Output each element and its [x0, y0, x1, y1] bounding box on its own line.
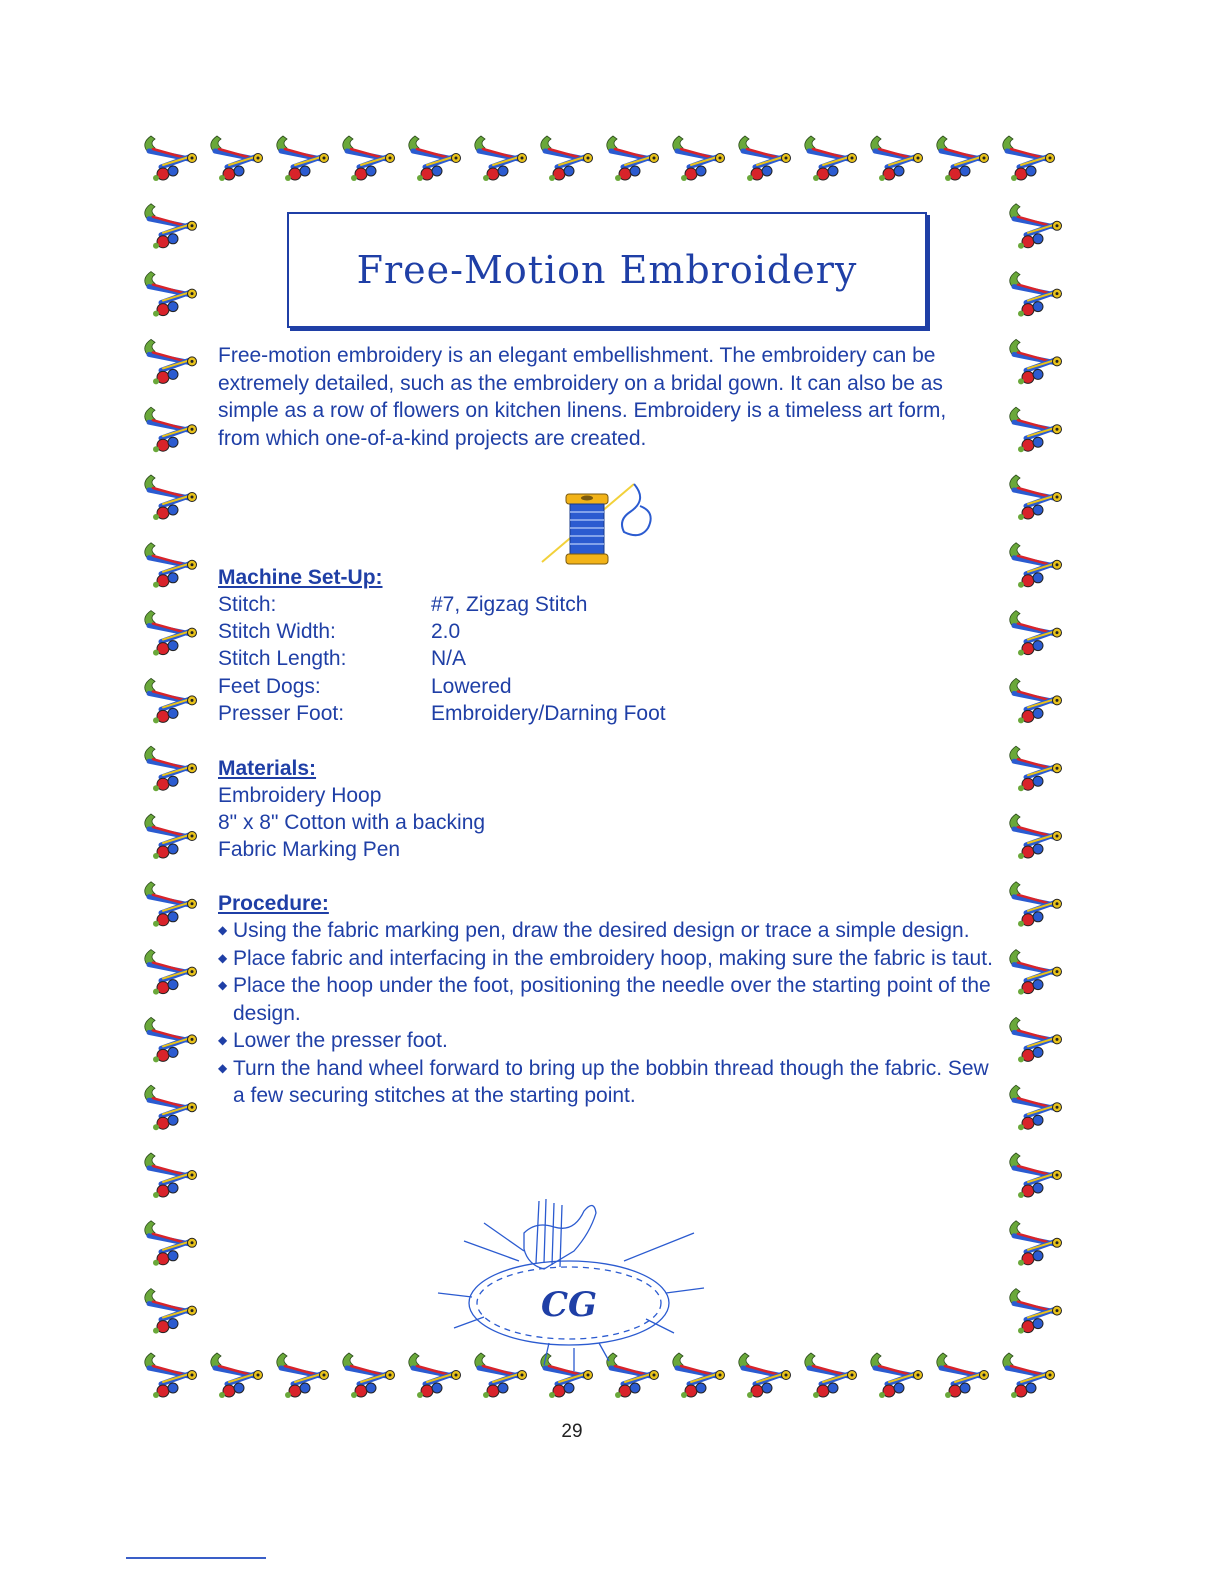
scissors-icon [343, 136, 395, 181]
scissors-icon [1010, 1085, 1062, 1130]
scissors-icon [871, 136, 923, 181]
scissors-icon [145, 1289, 197, 1334]
setup-row [218, 618, 666, 645]
scissors-icon [1003, 1353, 1055, 1398]
scissors-icon [607, 136, 659, 181]
procedure-step [218, 1055, 993, 1110]
scissors-icon [145, 1221, 197, 1266]
scissors-icon [145, 814, 197, 859]
scissors-icon [475, 136, 527, 181]
scissors-icon [871, 1353, 923, 1398]
scissors-icon [145, 611, 197, 656]
scissors-icon [145, 882, 197, 927]
machine-setup-table [218, 591, 666, 727]
diamond-bullet-icon: ◆ [218, 950, 228, 965]
scissors-icon [211, 136, 263, 181]
procedure-step [218, 1027, 993, 1055]
scissors-icon [1010, 475, 1062, 520]
setup-row [218, 700, 666, 727]
scissors-icon [1010, 678, 1062, 723]
scissors-icon [805, 136, 857, 181]
procedure-step [218, 917, 993, 945]
scissors-icon [1010, 1153, 1062, 1198]
scissors-icon [937, 1353, 989, 1398]
scissors-icon [673, 136, 725, 181]
procedure-step [218, 945, 993, 973]
title-box [287, 212, 927, 328]
setup-label: Stitch Width: [218, 620, 336, 644]
list-item: 8" x 8" Cotton with a backing [218, 811, 486, 835]
materials-heading: Materials: [218, 757, 317, 780]
scissors-icon [145, 746, 197, 791]
scissors-icon [145, 1353, 197, 1398]
setup-row [218, 673, 666, 700]
scissors-icon [277, 1353, 329, 1398]
scissors-icon [145, 204, 197, 249]
step-text: Lower the presser foot. [233, 1029, 448, 1052]
scissors-icon [739, 1353, 791, 1398]
scissors-icon [1010, 611, 1062, 656]
scissors-icon [409, 136, 461, 181]
scissors-icon [1010, 407, 1062, 452]
scissors-icon [145, 1017, 197, 1062]
scissors-icon [1010, 1289, 1062, 1334]
step-text: Turn the hand wheel forward to bring up the bobbin thread though the fabric. Sew a few securing stitches at the starting point. [233, 1056, 989, 1107]
diamond-bullet-icon: ◆ [218, 923, 228, 937]
scissors-icon [145, 1153, 197, 1198]
materials-list [218, 782, 485, 864]
setup-label: Stitch Length: [218, 647, 347, 671]
list-item: Embroidery Hoop [218, 784, 382, 807]
scissors-icon [1010, 1017, 1062, 1062]
procedure-step [218, 972, 993, 1027]
divider [126, 1557, 266, 1559]
setup-value: Embroidery/Darning Foot [431, 701, 666, 725]
scissors-icon [343, 1353, 395, 1398]
scissors-icon [739, 136, 791, 181]
scissors-icon [145, 543, 197, 588]
procedure-list [218, 917, 993, 1110]
scissors-icon [1010, 950, 1062, 995]
setup-value: N/A [431, 647, 467, 671]
setup-label: Presser Foot: [218, 701, 345, 725]
list-item: Fabric Marking Pen [218, 838, 401, 862]
diamond-bullet-icon: ◆ [218, 1060, 228, 1075]
page-number: 29 [561, 1421, 583, 1442]
scissors-icon [1010, 272, 1062, 317]
setup-row [218, 591, 666, 618]
scissors-icon [145, 475, 197, 520]
setup-value: Lowered [431, 674, 512, 698]
scissors-icon [1010, 746, 1062, 791]
scissors-icon [541, 136, 593, 181]
scissors-icon [1010, 204, 1062, 249]
setup-row [218, 645, 666, 672]
scissors-icon [1010, 814, 1062, 859]
scissors-icon [145, 950, 197, 995]
scissors-icon [145, 1085, 197, 1130]
setup-value: 2.0 [431, 620, 461, 644]
machine-setup-heading: Machine Set-Up: [218, 566, 383, 589]
step-text: Place fabric and interfacing in the embroidery hoop, making sure the fabric is taut. [233, 946, 993, 970]
step-text: Place the hoop under the foot, positioning the needle over the starting point of the design. [233, 974, 991, 1025]
scissors-icon [145, 407, 197, 452]
diamond-bullet-icon: ◆ [218, 1033, 228, 1047]
scissors-icon [145, 339, 197, 384]
scissors-icon [145, 136, 197, 181]
embroidery-hoop-emblem-icon [424, 1193, 714, 1373]
scissors-icon [805, 1353, 857, 1398]
page-title: Free-Motion Embroidery [356, 248, 858, 292]
scissors-icon [1010, 882, 1062, 927]
setup-value: #7, Zigzag Stitch [431, 593, 588, 616]
scissors-icon [1010, 1221, 1062, 1266]
setup-label: Feet Dogs: [218, 674, 321, 698]
scissors-icon [937, 136, 989, 181]
intro-paragraph: Free-motion embroidery is an elegant embellishment. The embroidery can be extremely detailed, such as the embroidery on a bridal gown. It can also be as simple as a row of flowers on kitchen linens. Embroidery is a timeless art form, from which one-of-a-kind projects are created. [218, 344, 947, 450]
procedure-heading: Procedure: [218, 892, 329, 915]
scissors-icon [277, 136, 329, 181]
emblem-logo: CG [540, 1285, 598, 1325]
scissors-icon [211, 1353, 263, 1398]
step-text: Using the fabric marking pen, draw the desired design or trace a simple design. [233, 919, 970, 942]
diamond-bullet-icon: ◆ [218, 978, 228, 992]
scissors-icon [1003, 136, 1055, 181]
scissors-icon [145, 678, 197, 723]
setup-label: Stitch: [218, 593, 277, 616]
thread-spool-icon [536, 470, 656, 574]
scissors-icon [1010, 543, 1062, 588]
scissors-icon [1010, 339, 1062, 384]
scissors-icon [145, 272, 197, 317]
